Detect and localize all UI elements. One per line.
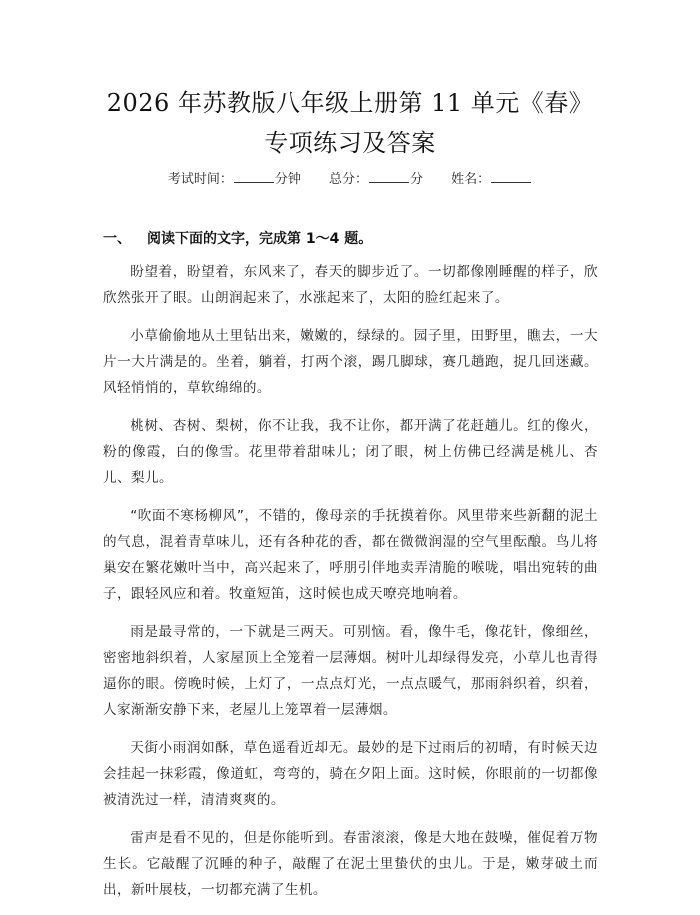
document-subtitle: 专项练习及答案 (264, 129, 436, 157)
total-score-blank (369, 172, 409, 183)
student-name-label: 姓名： (451, 172, 491, 187)
passage-paragraph: 小草偷偷地从土里钻出来，嫩嫩的，绿绿的。园子里，田野里，瞧去，一大片一大片满是的。坐着，躺着，打两个滚，踢几脚球，赛几趟跑，捉几回迷藏。风轻悄悄的，草软绵绵的。 (103, 328, 598, 396)
passage-paragraph: 天街小雨润如酥，草色遥看近却无。最妙的是下过雨后的初晴，有时候天边会挂起一抹彩霞，像道虹，弯弯的，骑在夕阳上面。这时候，你眼前的一切都像被清洗过一样，清清爽爽的。 (103, 740, 598, 808)
exam-time-unit: 分钟 (274, 172, 301, 187)
passage-paragraph: 盼望着，盼望着，东风来了，春天的脚步近了。一切都像刚睡醒的样子，欣欣然张开了眼。山朗润起来了，水涨起来了，太阳的脸红起来了。 (103, 264, 598, 306)
section-instruction: 阅读下面的文字，完成第 1～4 题。 (147, 231, 373, 247)
exam-time-blank (234, 172, 274, 183)
total-score (329, 172, 427, 187)
passage-paragraph: 桃树、杏树、梨树，你不让我，我不让你，都开满了花赶趟儿。红的像火，粉的像霞，白的像雪。花里带着甜味儿；闭了眼，树上仿佛已经满是桃儿、杏儿、梨儿。 (103, 418, 598, 486)
exam-time (168, 172, 305, 187)
reading-passage (103, 259, 598, 915)
passage-paragraph: “吹面不寒杨柳风”，不错的，像母亲的手抚摸着你。风里带来些新翻的泥土的气息，混着青草味儿，还有各种花的香，都在微微润湿的空气里酝酿。鸟儿将巢安在繁花嫩叶当中，高兴起来了，呼朋引伴地卖弄清脆的喉咙，唱出宛转的曲子，跟轻风应和着。牧童短笛，这时候也成天嘹亮地响着。 (103, 508, 598, 602)
total-score-unit: 分 (410, 172, 424, 187)
total-score-label: 总分： (328, 172, 368, 187)
document-title: 2026 年苏教版八年级上册第 11 单元《春》 (106, 89, 594, 117)
student-name (451, 172, 532, 187)
student-name-blank (491, 172, 531, 183)
section-number: 一、 (103, 231, 131, 247)
passage-paragraph: 雨是最寻常的，一下就是三两天。可别恼。看，像牛毛，像花针，像细丝，密密地斜织着，人家屋顶上全笼着一层薄烟。树叶儿却绿得发亮，小草儿也青得逼你的眼。傍晚时候，上灯了，一点点灯光，一点点暖气，那雨斜织着，织着，人家渐渐安静下来，老屋儿上笼罩着一层薄烟。 (103, 624, 598, 718)
exam-time-label: 考试时间： (167, 172, 233, 187)
passage-paragraph: 雷声是看不见的，但是你能听到。春雷滚滚，像是大地在鼓噪，催促着万物生长。它敲醒了沉睡的种子，敲醒了在泥土里蛰伏的虫儿。于是，嫩芽破土而出，新叶展枝，一切都充满了生机。 (103, 830, 598, 898)
exam-info-line (0, 168, 700, 187)
section-heading (103, 228, 372, 248)
